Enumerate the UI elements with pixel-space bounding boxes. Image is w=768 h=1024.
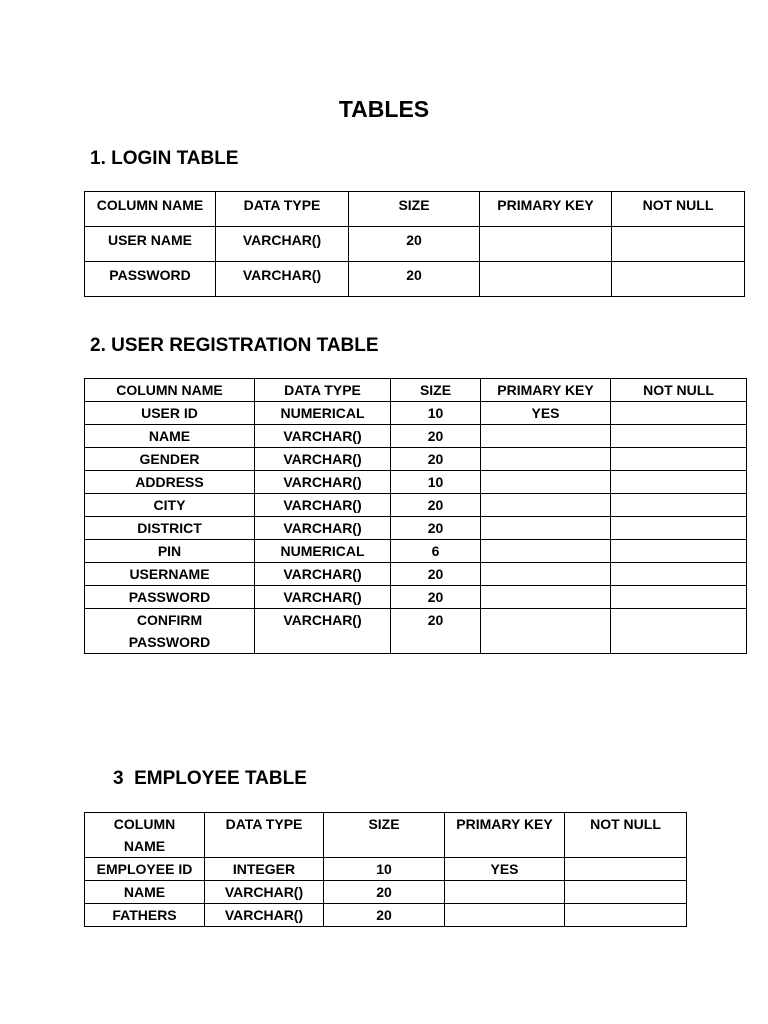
table-cell: [611, 448, 747, 471]
table-cell: [481, 448, 611, 471]
table-cell: [445, 881, 565, 904]
header-cell: COLUMN NAME: [85, 379, 255, 402]
table-cell: FATHERS: [85, 904, 205, 927]
table-row: [85, 227, 745, 262]
table-row: [85, 881, 687, 904]
table-cell: 20: [391, 494, 481, 517]
table-cell: DISTRICT: [85, 517, 255, 540]
header-cell: COLUMN NAME: [85, 813, 205, 858]
table-cell: [611, 425, 747, 448]
header-cell: PRIMARY KEY: [481, 379, 611, 402]
header-cell: SIZE: [324, 813, 445, 858]
table-cell: [481, 563, 611, 586]
table-cell: [565, 858, 687, 881]
table-cell: CITY: [85, 494, 255, 517]
table-cell: [611, 402, 747, 425]
table-cell: USER NAME: [85, 227, 216, 262]
table-header-row: [85, 379, 747, 402]
table-cell: VARCHAR(): [255, 609, 391, 654]
table-cell: VARCHAR(): [255, 563, 391, 586]
table-cell: PASSWORD: [85, 586, 255, 609]
table-cell: [481, 540, 611, 563]
table-cell: [480, 262, 612, 297]
table-row: [85, 517, 747, 540]
table-cell: YES: [481, 402, 611, 425]
table-row: [85, 563, 747, 586]
table-cell: [480, 227, 612, 262]
table-cell: [481, 494, 611, 517]
header-cell: PRIMARY KEY: [445, 813, 565, 858]
table-cell: PIN: [85, 540, 255, 563]
table-cell: [611, 517, 747, 540]
table-cell: NUMERICAL: [255, 402, 391, 425]
table-row: [85, 586, 747, 609]
table-cell: [481, 517, 611, 540]
header-cell: NOT NULL: [612, 192, 745, 227]
header-cell: SIZE: [391, 379, 481, 402]
table-cell: CONFIRM PASSWORD: [85, 609, 255, 654]
header-cell: COLUMN NAME: [85, 192, 216, 227]
table-cell: 10: [324, 858, 445, 881]
table-cell: VARCHAR(): [255, 471, 391, 494]
header-cell: NOT NULL: [611, 379, 747, 402]
table-cell: VARCHAR(): [255, 586, 391, 609]
login-table-heading: 1. LOGIN TABLE: [90, 148, 239, 169]
table-cell: 20: [391, 517, 481, 540]
table-cell: [481, 586, 611, 609]
table-cell: [611, 540, 747, 563]
table-cell: 20: [391, 425, 481, 448]
user-registration-table: [84, 378, 747, 654]
table-cell: VARCHAR(): [216, 262, 349, 297]
table-row: [85, 262, 745, 297]
table-cell: [565, 904, 687, 927]
table-row: [85, 858, 687, 881]
table-row: [85, 402, 747, 425]
table-cell: [481, 471, 611, 494]
table-row: [85, 494, 747, 517]
page-title: TABLES: [338, 96, 430, 122]
table-cell: NAME: [85, 425, 255, 448]
table-cell: EMPLOYEE ID: [85, 858, 205, 881]
table-cell: NUMERICAL: [255, 540, 391, 563]
table-cell: NAME: [85, 881, 205, 904]
table-cell: VARCHAR(): [255, 448, 391, 471]
employee-table: [84, 812, 687, 927]
table-cell: GENDER: [85, 448, 255, 471]
table-cell: [612, 262, 745, 297]
table-cell: VARCHAR(): [205, 904, 324, 927]
table-cell: 20: [391, 586, 481, 609]
header-cell: DATA TYPE: [205, 813, 324, 858]
table-cell: 20: [391, 609, 481, 654]
table-cell: [611, 586, 747, 609]
header-cell: PRIMARY KEY: [480, 192, 612, 227]
table-header-row: [85, 813, 687, 858]
header-cell: DATA TYPE: [216, 192, 349, 227]
table-cell: [611, 609, 747, 654]
table-cell: INTEGER: [205, 858, 324, 881]
table-cell: [481, 425, 611, 448]
table-row: [85, 448, 747, 471]
table-cell: VARCHAR(): [205, 881, 324, 904]
table-cell: USERNAME: [85, 563, 255, 586]
table-cell: 20: [324, 881, 445, 904]
header-cell: NOT NULL: [565, 813, 687, 858]
header-cell: SIZE: [349, 192, 480, 227]
table-cell: [611, 494, 747, 517]
table-cell: 6: [391, 540, 481, 563]
user-registration-table-heading: 2. USER REGISTRATION TABLE: [90, 335, 379, 356]
table-row: [85, 425, 747, 448]
table-cell: [481, 609, 611, 654]
table-cell: 10: [391, 402, 481, 425]
table-cell: 20: [349, 227, 480, 262]
table-cell: YES: [445, 858, 565, 881]
header-cell: DATA TYPE: [255, 379, 391, 402]
table-cell: VARCHAR(): [255, 494, 391, 517]
table-cell: [565, 881, 687, 904]
table-cell: USER ID: [85, 402, 255, 425]
table-cell: 20: [391, 448, 481, 471]
table-row: [85, 540, 747, 563]
table-cell: [612, 227, 745, 262]
employee-table-heading: 3 EMPLOYEE TABLE: [113, 768, 307, 789]
table-cell: 20: [391, 563, 481, 586]
table-cell: [611, 563, 747, 586]
table-cell: VARCHAR(): [216, 227, 349, 262]
table-row: [85, 609, 747, 654]
table-row: [85, 904, 687, 927]
table-cell: 20: [324, 904, 445, 927]
table-cell: PASSWORD: [85, 262, 216, 297]
table-cell: 20: [349, 262, 480, 297]
login-table: [84, 191, 745, 297]
table-header-row: [85, 192, 745, 227]
table-cell: VARCHAR(): [255, 517, 391, 540]
table-cell: [611, 471, 747, 494]
table-cell: [445, 904, 565, 927]
table-cell: 10: [391, 471, 481, 494]
table-cell: ADDRESS: [85, 471, 255, 494]
table-row: [85, 471, 747, 494]
table-cell: VARCHAR(): [255, 425, 391, 448]
